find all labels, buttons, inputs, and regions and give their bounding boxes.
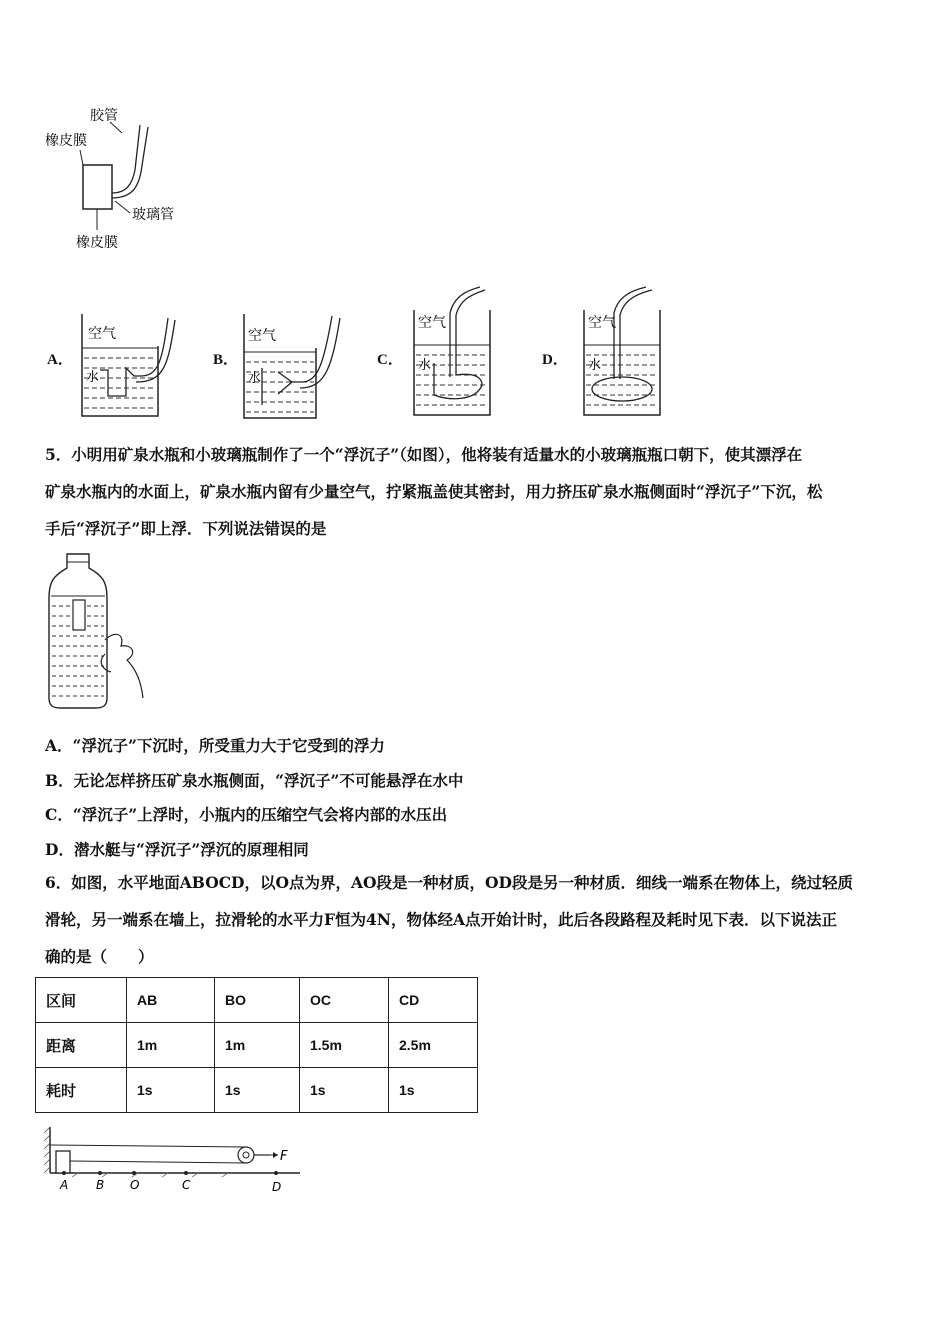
membrane-side-label: 橡皮膜: [45, 133, 87, 149]
q4-option-d-letter[interactable]: D．: [542, 352, 568, 368]
table-cell: 1s: [300, 1068, 389, 1113]
table-row: [36, 1068, 478, 1113]
pulley: [238, 1147, 254, 1163]
small-vial: [73, 600, 85, 630]
q5-stem: [45, 436, 905, 547]
table-cell: 耗时: [36, 1068, 127, 1113]
table-header-cell: CD: [389, 978, 478, 1023]
q4-option-b-letter[interactable]: B．: [213, 352, 239, 368]
q5-option-d[interactable]: D．潜水艇与“浮沉子”浮沉的原理相同: [45, 840, 309, 859]
water-label: 水: [588, 358, 602, 373]
glass-tube-label: 玻璃管: [132, 207, 174, 223]
q6-stem: [45, 864, 905, 975]
air-label: 空气: [248, 328, 276, 344]
air-label: 空气: [88, 326, 116, 342]
q6-data-table: [35, 977, 478, 1113]
q4-option-a-figure[interactable]: [78, 308, 188, 420]
point-d-label: D: [272, 1180, 282, 1194]
table-cell: 1s: [127, 1068, 215, 1113]
point-a-label: A: [60, 1178, 69, 1192]
table-cell: 2.5m: [389, 1023, 478, 1068]
membrane-apparatus-figure: [40, 95, 200, 260]
q6-line-2: 滑轮，另一端系在墙上，拉滑轮的水平力F恒为4N，物体经A点开始计时，此后各段路程及耗时见下表．以下说法正: [45, 910, 837, 929]
water-label: 水: [248, 371, 262, 386]
point-b-label: B: [96, 1178, 105, 1192]
point-o-label: O: [130, 1178, 140, 1192]
q5-line-3: 手后“浮沉子”即上浮．下列说法错误的是: [45, 519, 327, 538]
q4-option-c-letter[interactable]: C．: [377, 352, 403, 368]
table-row: [36, 978, 478, 1023]
q5-option-a[interactable]: A．“浮沉子”下沉时，所受重力大于它受到的浮力: [45, 736, 385, 755]
point-c-label: C: [182, 1178, 191, 1192]
table-header-cell: AB: [127, 978, 215, 1023]
water-label: 水: [86, 370, 100, 385]
air-label: 空气: [588, 315, 616, 331]
q4-option-c-figure[interactable]: [410, 285, 500, 417]
table-header-cell: OC: [300, 978, 389, 1023]
q5-line-2: 矿泉水瓶内的水面上，矿泉水瓶内留有少量空气，拧紧瓶盖使其密封，用力挤压矿泉水瓶侧面时“浮沉子”下沉，松: [45, 482, 823, 501]
q4-option-a-letter[interactable]: A．: [47, 352, 73, 368]
pulley-ground-figure: [42, 1125, 312, 1195]
table-cell: 1m: [127, 1023, 215, 1068]
q5-option-b[interactable]: B．无论怎样挤压矿泉水瓶侧面，“浮沉子”不可能悬浮在水中: [45, 771, 464, 790]
hose-label: 胶管: [90, 108, 118, 124]
glass-chamber: [83, 165, 112, 209]
air-label: 空气: [418, 315, 446, 331]
cartesian-diver-bottle-figure: [45, 548, 150, 713]
q6-line-3: 确的是（ ）: [45, 947, 154, 966]
force-label: F: [280, 1149, 288, 1164]
q4-option-d-figure[interactable]: [580, 285, 670, 417]
table-header-cell: BO: [215, 978, 300, 1023]
table-cell: 1s: [389, 1068, 478, 1113]
water-label: 水: [418, 358, 432, 373]
q5-line-1: 5．小明用矿泉水瓶和小玻璃瓶制作了一个“浮沉子”（如图），他将装有适量水的小玻璃瓶瓶口朝下，使其漂浮在: [45, 445, 803, 464]
table-row: [36, 1023, 478, 1068]
q5-option-c[interactable]: C．“浮沉子”上浮时，小瓶内的压缩空气会将内部的水压出: [45, 805, 448, 824]
q4-option-b-figure[interactable]: [240, 310, 355, 422]
table-cell: 1s: [215, 1068, 300, 1113]
q6-line-1: 6．如图，水平地面ABOCD，以O点为界，AO段是一种材质，OD段是另一种材质．细线一端系在物体上，绕过轻质: [45, 873, 853, 892]
table-cell: 距离: [36, 1023, 127, 1068]
table-header-cell: 区间: [36, 978, 127, 1023]
object-block: [56, 1151, 70, 1173]
table-cell: 1m: [215, 1023, 300, 1068]
membrane-bottom-label: 橡皮膜: [76, 235, 118, 251]
table-cell: 1.5m: [300, 1023, 389, 1068]
